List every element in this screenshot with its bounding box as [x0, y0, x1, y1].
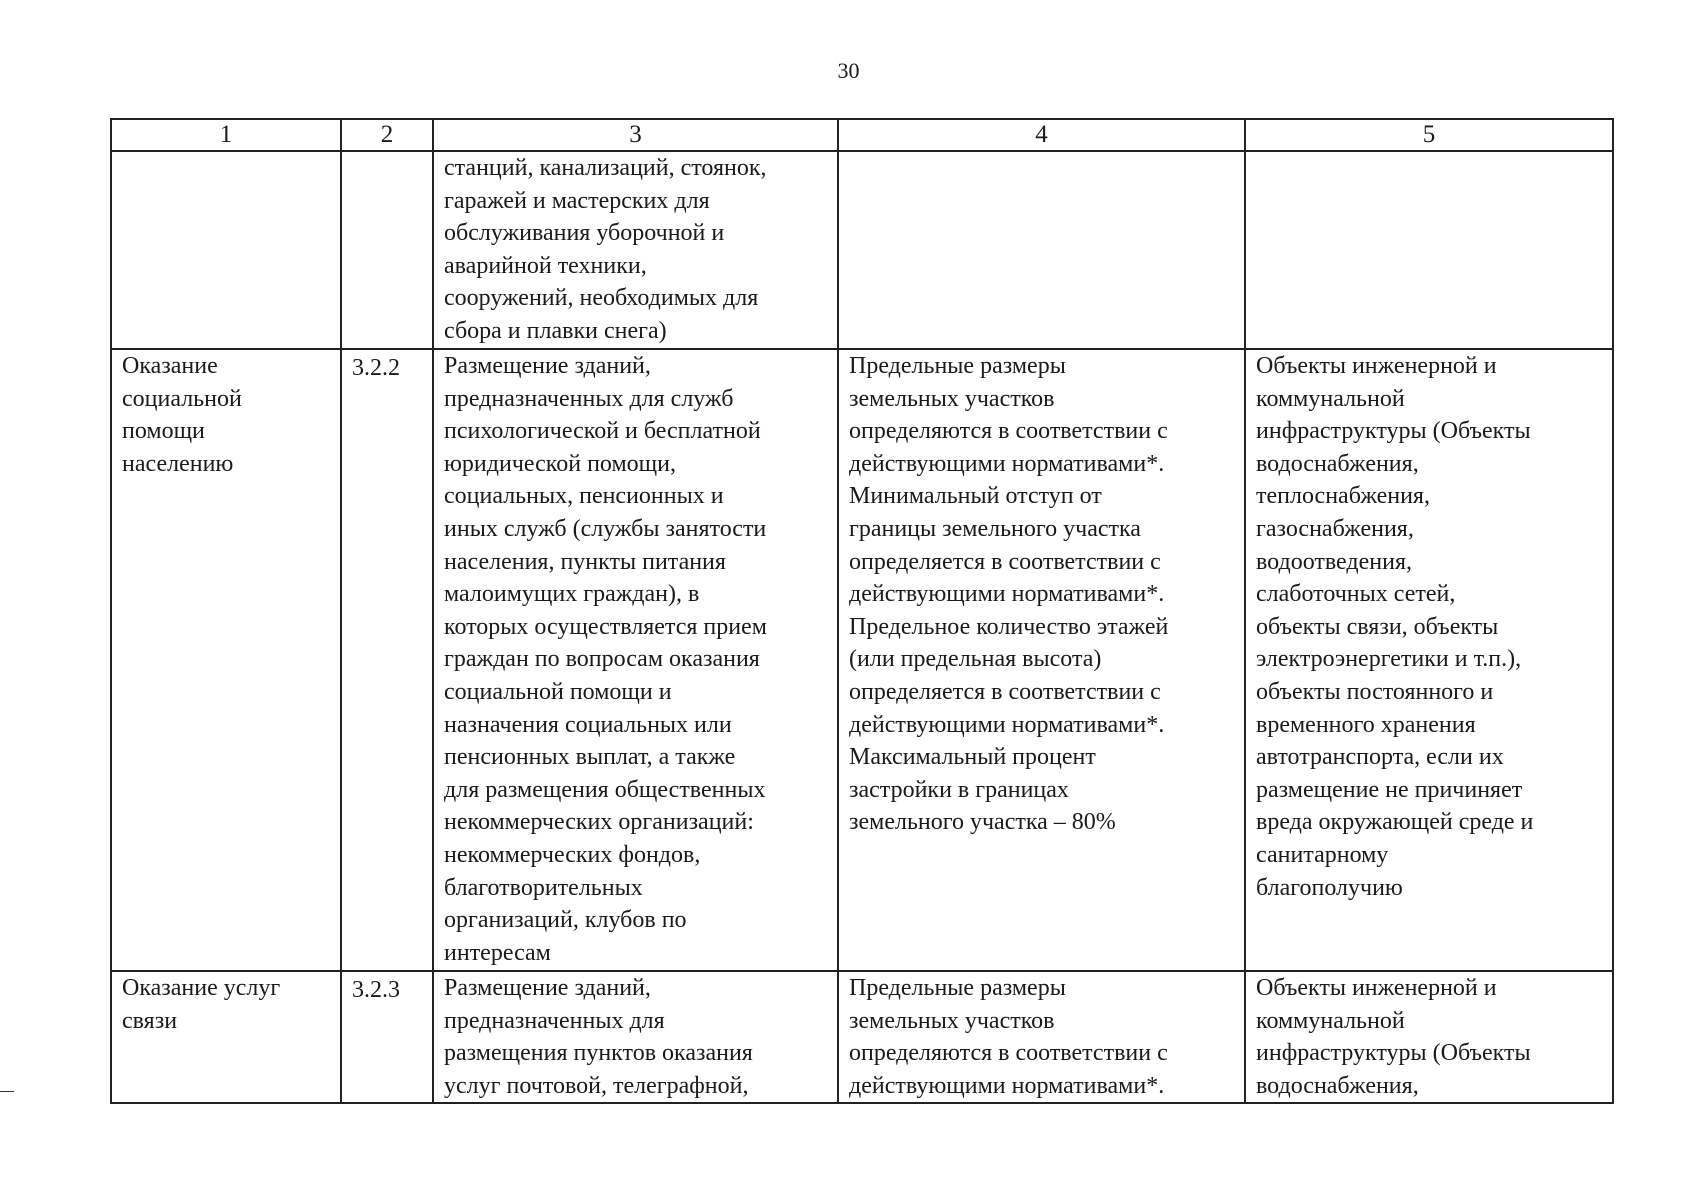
auxiliary-uses-cell: Объекты инженерной и коммунальной инфраструктуры (Объекты водоснабжения, [1245, 971, 1613, 1103]
use-description-cell: Размещение зданий, предназначенных для служб психологической и бесплатной юридической помощи, социальных, пенсионных и иных служб (службы занятости населения, пункты питания малоимущих граждан), в которых осуществляется прием граждан по вопросам оказания социальной помощи и назначения социальных или пенсионных выплат, а также для размещения общественных некоммерческих организаций: некоммерческих фондов, благотворительных организаций, клубов по интересам [433, 349, 838, 971]
auxiliary-uses-cell [1245, 151, 1613, 349]
parameters-cell [838, 151, 1245, 349]
land-use-table [110, 118, 1614, 1104]
use-name-cell [111, 151, 341, 349]
column-header-4: 4 [838, 119, 1245, 151]
use-description-cell: Размещение зданий, предназначенных для размещения пунктов оказания услуг почтовой, телеграфной, [433, 971, 838, 1103]
auxiliary-uses-cell: Объекты инженерной и коммунальной инфраструктуры (Объекты водоснабжения, теплоснабжения, газоснабжения, водоотведения, слаботочных сетей, объекты связи, объекты электроэнергетики и т.п.), объекты постоянного и временного хранения автотранспорта, если их размещение не причиняет вреда окружающей среде и санитарному благополучию [1245, 349, 1613, 971]
table-header-row [111, 119, 1613, 151]
column-header-5: 5 [1245, 119, 1613, 151]
column-header-3: 3 [433, 119, 838, 151]
use-code-cell [341, 151, 433, 349]
page-number: 30 [837, 58, 860, 83]
use-description-cell: станций, канализаций, стоянок, гаражей и мастерских для обслуживания уборочной и аварийной техники, сооружений, необходимых для сбора и плавки снега) [433, 151, 838, 349]
use-code-cell: 3.2.2 [341, 349, 433, 971]
parameters-cell: Предельные размеры земельных участков определяются в соответствии с действующими нормативами*. [838, 971, 1245, 1103]
use-name-cell: Оказание услуг связи [111, 971, 341, 1103]
column-header-2: 2 [341, 119, 433, 151]
table-row [111, 971, 1613, 1103]
parameters-cell: Предельные размеры земельных участков определяются в соответствии с действующими нормативами*. Минимальный отступ от границы земельного участка определяется в соответствии с действующими нормативами*. Предельное количество этажей (или предельная высота) определяется в соответствии с действующими нормативами*. Максимальный процент застройки в границах земельного участка – 80% [838, 349, 1245, 971]
scan-edge-mark [0, 1091, 14, 1092]
column-header-1: 1 [111, 119, 341, 151]
use-name-cell: Оказание социальной помощи населению [111, 349, 341, 971]
use-code-cell: 3.2.3 [341, 971, 433, 1103]
table-row [111, 151, 1613, 349]
table-row [111, 349, 1613, 971]
